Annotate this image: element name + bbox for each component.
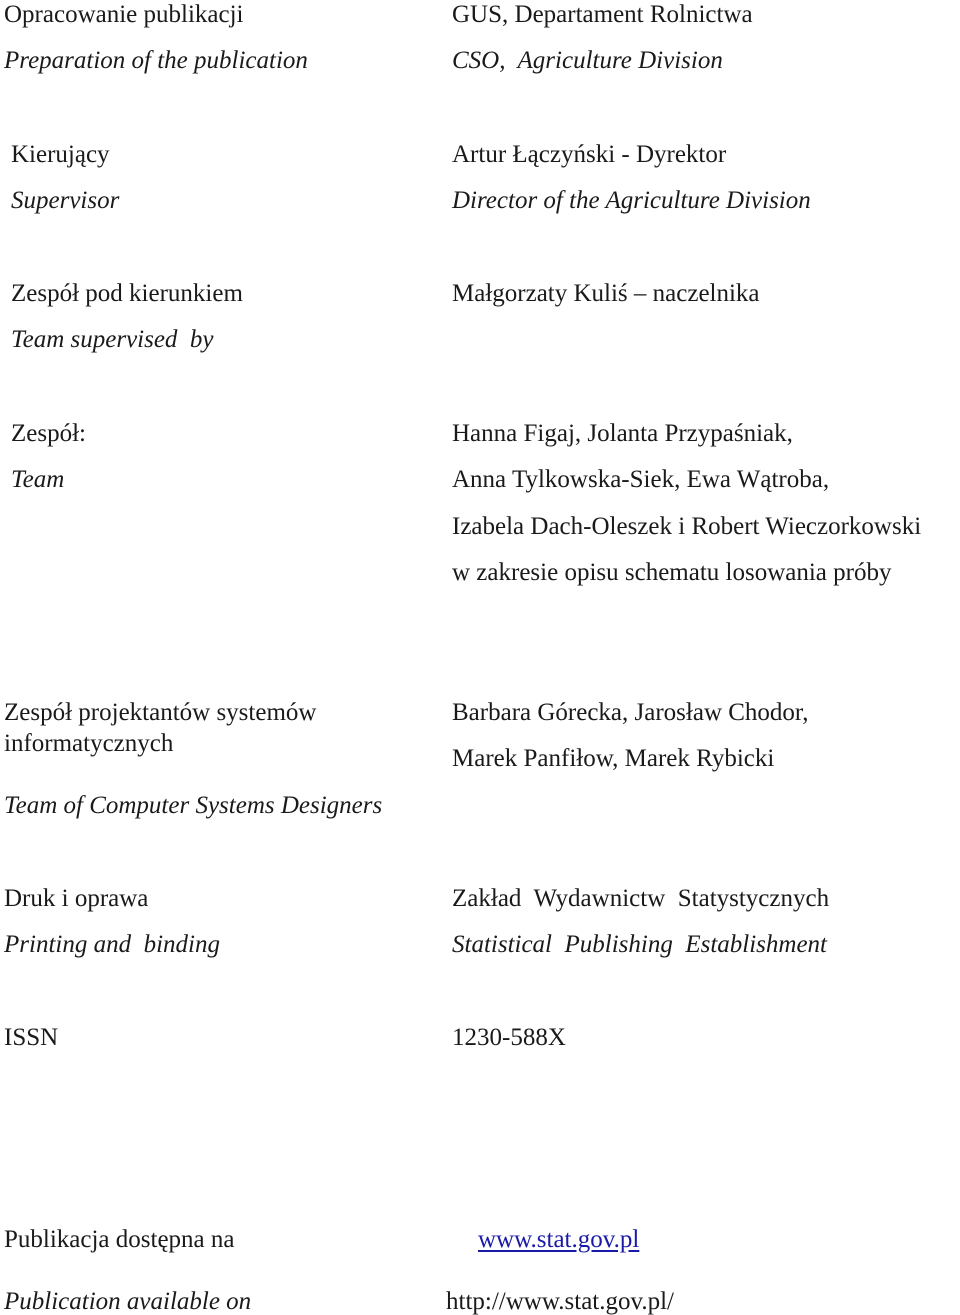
team-supervised-value: Małgorzaty Kuliś – naczelnika <box>452 280 760 307</box>
printing-value-pl: Zakład Wydawnictw Statystycznych <box>452 885 830 912</box>
website-link[interactable]: www.stat.gov.pl <box>478 1226 640 1253</box>
team-label-en: Team <box>11 466 65 493</box>
supervisor-label-pl: Kierujący <box>11 141 110 168</box>
preparation-value-en: CSO, Agriculture Division <box>452 47 723 74</box>
it-team-member-line: Marek Panfiłow, Marek Rybicki <box>452 745 775 772</box>
printing-value-en: Statistical Publishing Establishment <box>452 931 827 958</box>
issn-value: 1230-588X <box>452 1024 566 1051</box>
supervisor-value-pl: Artur Łączyński - Dyrektor <box>452 141 727 168</box>
website-url: http://www.stat.gov.pl/ <box>446 1288 675 1315</box>
availability-label-en: Publication available on <box>4 1288 252 1315</box>
team-scope-note: w zakresie opisu schematu losowania próby <box>452 559 892 586</box>
it-team-label-pl-line1: Zespół projektantów systemów <box>4 699 317 726</box>
printing-label-pl: Druk i oprawa <box>4 885 149 912</box>
supervisor-value-en: Director of the Agriculture Division <box>452 187 811 214</box>
team-member-line: Anna Tylkowska-Siek, Ewa Wątroba, <box>452 466 830 493</box>
team-supervised-label-en: Team supervised by <box>11 326 214 353</box>
team-supervised-label-pl: Zespół pod kierunkiem <box>11 280 243 307</box>
team-member-line: Hanna Figaj, Jolanta Przypaśniak, <box>452 420 793 447</box>
team-member-line: Izabela Dach-Oleszek i Robert Wieczorkowski <box>452 513 922 540</box>
preparation-label-en: Preparation of the publication <box>4 47 308 74</box>
it-team-label-en: Team of Computer Systems Designers <box>4 792 383 819</box>
it-team-member-line: Barbara Górecka, Jarosław Chodor, <box>452 699 809 726</box>
supervisor-label-en: Supervisor <box>11 187 120 214</box>
it-team-label-pl-line2: informatycznych <box>4 730 174 757</box>
availability-label-pl: Publikacja dostępna na <box>4 1226 235 1253</box>
printing-label-en: Printing and binding <box>4 931 220 958</box>
preparation-label-pl: Opracowanie publikacji <box>4 1 244 28</box>
issn-label: ISSN <box>4 1024 59 1051</box>
preparation-value-pl: GUS, Departament Rolnictwa <box>452 1 753 28</box>
team-label-pl: Zespół: <box>11 420 86 447</box>
